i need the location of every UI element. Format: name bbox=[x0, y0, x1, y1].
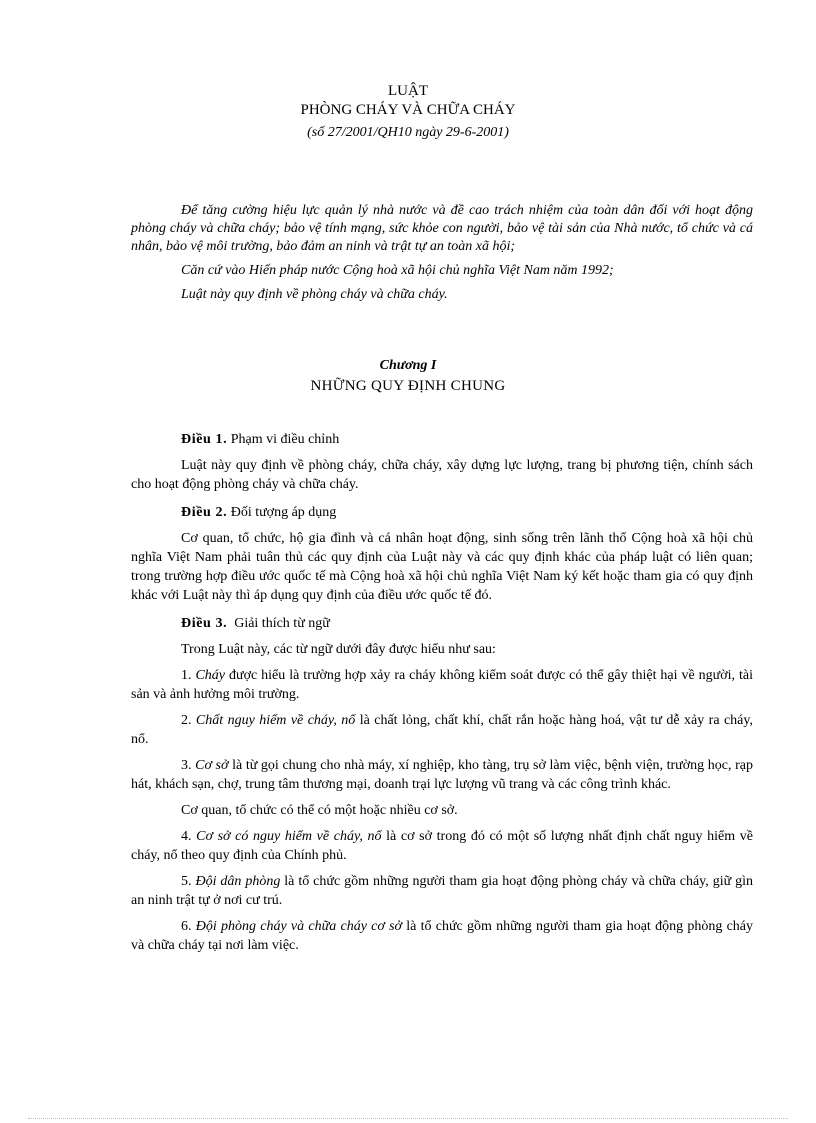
article-1-label: Điều 1. bbox=[181, 432, 228, 447]
definition-term: Đội dân phòng bbox=[195, 874, 281, 889]
definition-term: Cháy bbox=[195, 668, 226, 683]
definition-text: là chất lỏng, chất khí, chất rắn hoặc hàng hoá, vật tư dễ xảy ra cháy, nổ. bbox=[131, 713, 753, 747]
definition-text: là tổ chức gồm những người tham gia hoạt động phòng cháy và chữa cháy, giữ gìn an ninh trật tự ở nơi cư trú. bbox=[131, 874, 754, 908]
definition-term: Đội phòng cháy và chữa cháy cơ sở bbox=[195, 919, 403, 934]
definition-term: Chất nguy hiểm về cháy, nổ bbox=[195, 713, 356, 728]
chapter-heading bbox=[0, 356, 816, 396]
chapter-number: Chương I bbox=[379, 358, 437, 373]
article-1-text: Luật này quy định về phòng cháy, chữa cháy, xây dựng lực lượng, trang bị phương tiện, chính sách cho hoạt động phòng cháy và chữa cháy. bbox=[131, 458, 753, 492]
preamble-paragraph-1: Để tăng cường hiệu lực quản lý nhà nước và đề cao trách nhiệm của toàn dân đối với hoạt động phòng cháy và chữa cháy; bảo vệ tính mạng, sức khỏe con người, bảo vệ tài sản của Nhà nước, tổ chức và cá nhân, bảo vệ môi trường, bảo đảm an ninh và trật tự an toàn xã hội; bbox=[131, 203, 753, 254]
definition-number: 1. bbox=[181, 668, 192, 683]
definition-text: được hiểu là trường hợp xảy ra cháy không kiểm soát được có thể gây thiệt hại về người, tài sản và ảnh hưởng môi trường. bbox=[131, 668, 754, 702]
law-number: (số 27/2001/QH10 ngày 29-6-2001) bbox=[307, 125, 509, 140]
article-2-heading bbox=[131, 503, 753, 522]
definition-term: Cơ sở bbox=[195, 758, 229, 773]
article-3-intro: Trong Luật này, các từ ngữ dưới đây được hiểu như sau: bbox=[181, 642, 496, 657]
definition-text: là từ gọi chung cho nhà máy, xí nghiệp, kho tàng, trụ sở làm việc, bệnh viện, trường học, rạp hát, khách sạn, chợ, trung tâm thương mại, doanh trại lực lượng vũ trang và các công trình khác. bbox=[131, 758, 753, 792]
article-2-title: Đối tượng áp dụng bbox=[230, 505, 337, 520]
page-bottom-divider bbox=[28, 1118, 788, 1119]
article-3-label: Điều 3. bbox=[181, 616, 228, 631]
definition-text: là tổ chức gồm những người tham gia hoạt động phòng cháy và chữa cháy tại nơi làm việc. bbox=[131, 919, 753, 953]
preamble-paragraph-3: Luật này quy định về phòng cháy và chữa cháy. bbox=[181, 287, 448, 302]
definition-term: Cơ sở có nguy hiểm về cháy, nổ bbox=[196, 829, 382, 844]
definition-item bbox=[131, 917, 753, 955]
chapter-title: NHỮNG QUY ĐỊNH CHUNG bbox=[310, 378, 506, 394]
definition-text: Cơ quan, tổ chức có thể có một hoặc nhiều cơ sở. bbox=[181, 803, 458, 818]
definition-number: 4. bbox=[181, 829, 192, 844]
article-1-heading bbox=[131, 430, 753, 449]
article-3-heading bbox=[131, 614, 753, 633]
definition-number: 5. bbox=[181, 874, 192, 889]
article-2-text: Cơ quan, tổ chức, hộ gia đình và cá nhân hoạt động, sinh sống trên lãnh thổ Cộng hoà xã hội chủ nghĩa Việt Nam phải tuân thủ các quy định của Luật này và các quy định khác của pháp luật có liên quan; trong trường hợp điều ước quốc tế mà Cộng hoà xã hội chủ nghĩa Việt Nam ký kết hoặc tham gia có quy định khác với Luật này thì áp dụng quy định của điều ước quốc tế đó. bbox=[131, 531, 753, 603]
definition-number: 6. bbox=[181, 919, 192, 934]
definition-item bbox=[131, 756, 753, 794]
preamble-paragraph-2: Căn cứ vào Hiến pháp nước Cộng hoà xã hội chủ nghĩa Việt Nam năm 1992; bbox=[181, 263, 614, 278]
definition-item bbox=[131, 872, 753, 910]
article-2-label: Điều 2. bbox=[181, 505, 228, 520]
law-heading: LUẬT bbox=[388, 83, 428, 99]
definition-number: 3. bbox=[181, 758, 192, 773]
definition-item bbox=[131, 666, 753, 704]
definition-text: là cơ sở trong đó có một số lượng nhất định chất nguy hiểm về cháy, nổ theo quy định của Chính phủ. bbox=[131, 829, 753, 863]
articles bbox=[131, 430, 753, 955]
article-1-title: Phạm vi điều chỉnh bbox=[230, 432, 340, 447]
preamble bbox=[131, 202, 753, 304]
law-title-block bbox=[0, 82, 816, 142]
definition-note bbox=[131, 801, 753, 820]
law-name: PHÒNG CHÁY VÀ CHỮA CHÁY bbox=[300, 102, 516, 118]
definition-number: 2. bbox=[181, 713, 192, 728]
article-3-title: Giải thích từ ngữ bbox=[234, 616, 330, 631]
definition-item bbox=[131, 827, 753, 865]
definition-item bbox=[131, 711, 753, 749]
